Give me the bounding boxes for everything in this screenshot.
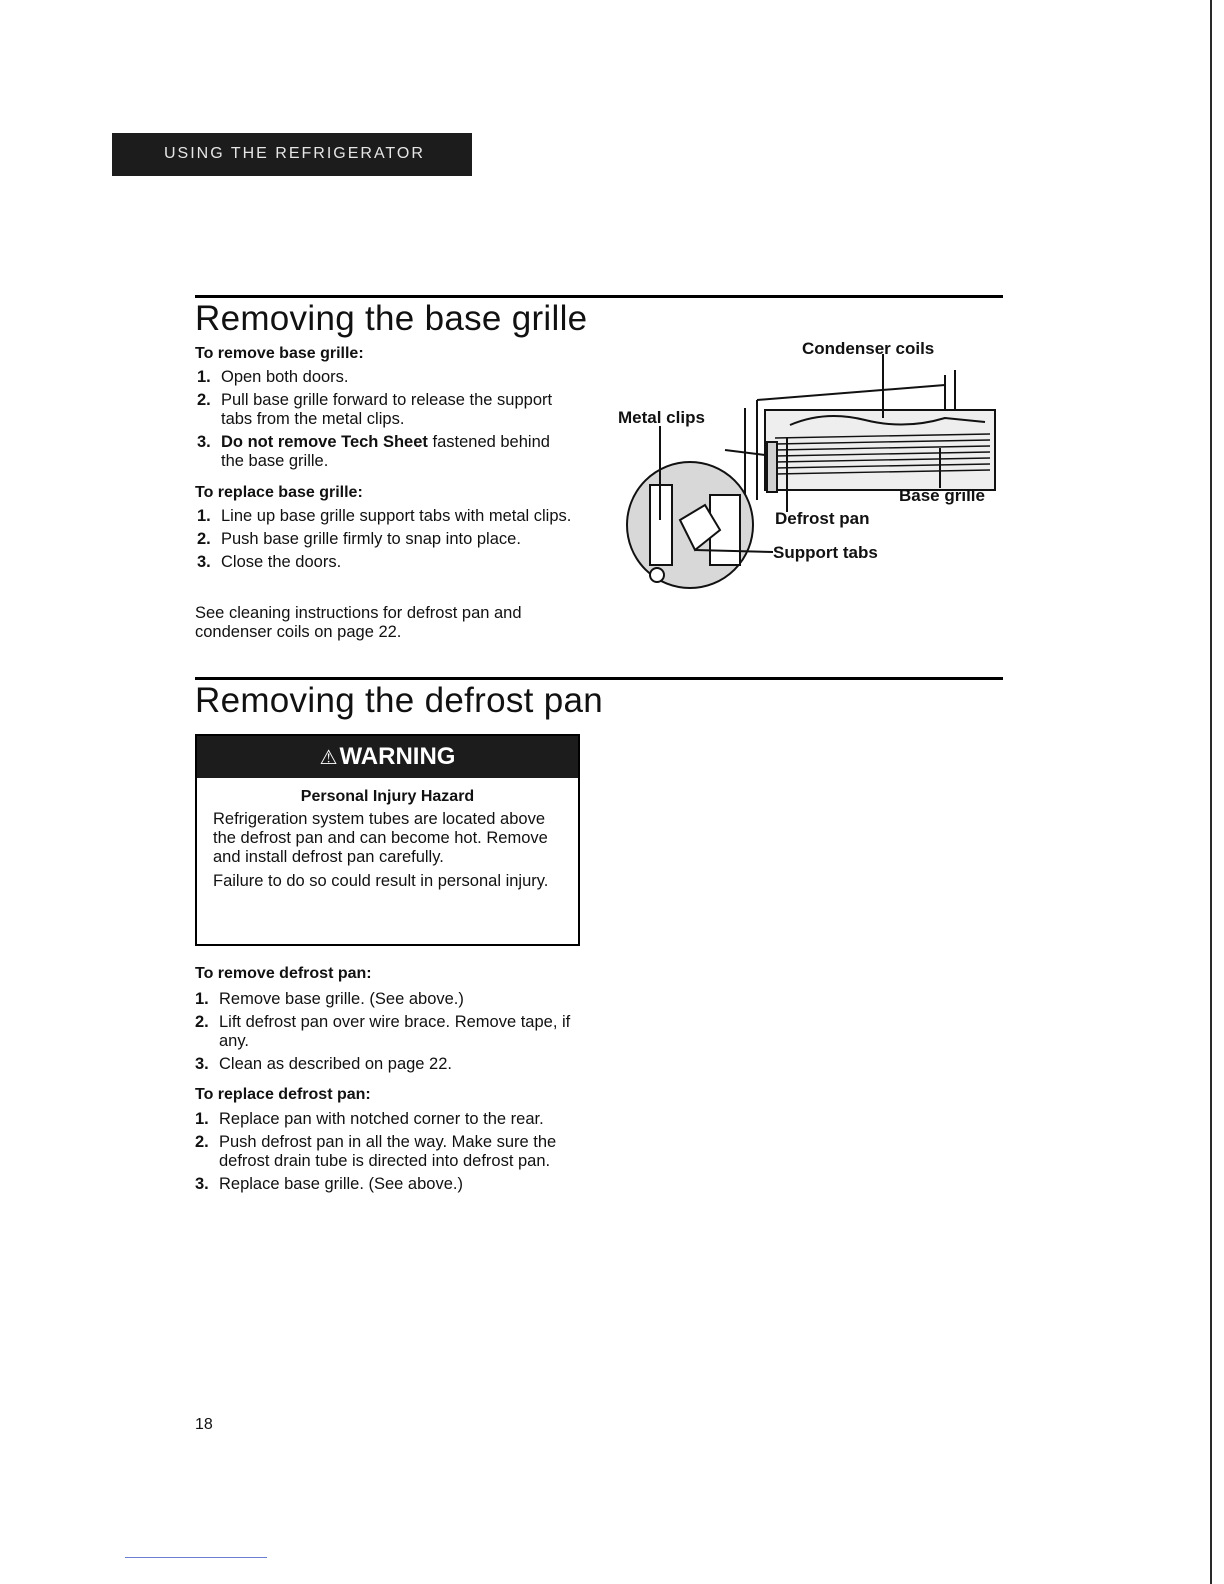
list-item: 1. Remove base grille. (See above.) xyxy=(195,990,464,1008)
label-support-tabs: Support tabs xyxy=(773,543,878,562)
list-item: 2. Pull base grille forward to release the support tabs from the metal clips. xyxy=(197,391,553,428)
list-item: 1. Open both doors. xyxy=(197,368,349,386)
warning-triangle-icon: ⚠ xyxy=(319,747,338,769)
warning-header xyxy=(197,736,578,778)
warning-consequence-text: Failure to do so could result in personal injury. xyxy=(213,872,549,890)
detail-magnifier xyxy=(627,462,753,588)
list-item: 2. Push defrost pan in all the way. Make sure the defrost drain tube is directed into defrost pan. xyxy=(195,1133,557,1170)
base-grille-diagram xyxy=(615,330,1000,610)
remove-base-grille-steps xyxy=(197,368,557,475)
page-number: 18 xyxy=(195,1416,213,1433)
remove-base-grille-heading: To remove base grille: xyxy=(195,345,364,362)
list-item: 3. Replace base grille. (See above.) xyxy=(195,1175,463,1193)
replace-defrost-pan-steps xyxy=(195,1110,575,1198)
cleaning-note: See cleaning instructions for defrost pan and condenser coils on page 22. xyxy=(195,604,522,641)
defrost-pan-title: Removing the defrost pan xyxy=(195,681,603,720)
list-item: 3. Clean as described on page 22. xyxy=(195,1055,452,1073)
warning-title: WARNING xyxy=(339,743,456,770)
warning-text: Refrigeration system tubes are located above the defrost pan and can become hot. Remove and install defrost pan carefully. xyxy=(213,810,548,866)
list-item: 3. Close the doors. xyxy=(197,553,342,571)
replace-base-grille-steps xyxy=(197,507,587,576)
label-condenser-coils: Condenser coils xyxy=(802,339,935,358)
label-defrost-pan: Defrost pan xyxy=(775,509,870,528)
list-item: 1. Line up base grille support tabs with metal clips. xyxy=(197,507,572,525)
list-item: 3. Do not remove Tech Sheet fastened behind the base grille. xyxy=(197,433,550,470)
warning-box xyxy=(195,734,580,946)
refrigerator-base-illustration xyxy=(725,370,995,500)
footer-line xyxy=(125,1557,267,1558)
list-item: 2. Push base grille firmly to snap into place. xyxy=(197,530,521,548)
list-item: 1. Replace pan with notched corner to the rear. xyxy=(195,1110,544,1128)
section-header-bar xyxy=(112,133,472,176)
replace-defrost-pan-heading: To replace defrost pan: xyxy=(195,1086,371,1103)
section-label: USING THE REFRIGERATOR xyxy=(164,145,425,162)
base-grille-title: Removing the base grille xyxy=(195,299,588,338)
list-item: 2. Lift defrost pan over wire brace. Remove tape, if any. xyxy=(195,1013,571,1050)
remove-defrost-pan-steps xyxy=(195,990,575,1078)
remove-defrost-pan-heading: To remove defrost pan: xyxy=(195,965,372,982)
section-rule-base-grille xyxy=(195,295,1003,298)
page-edge-divider xyxy=(1210,0,1212,1584)
section-rule-defrost-pan xyxy=(195,677,1003,680)
warning-subtitle: Personal Injury Hazard xyxy=(300,788,475,805)
label-base-grille: Base grille xyxy=(899,486,985,505)
label-metal-clips: Metal clips xyxy=(618,408,705,427)
replace-base-grille-heading: To replace base grille: xyxy=(195,484,363,501)
